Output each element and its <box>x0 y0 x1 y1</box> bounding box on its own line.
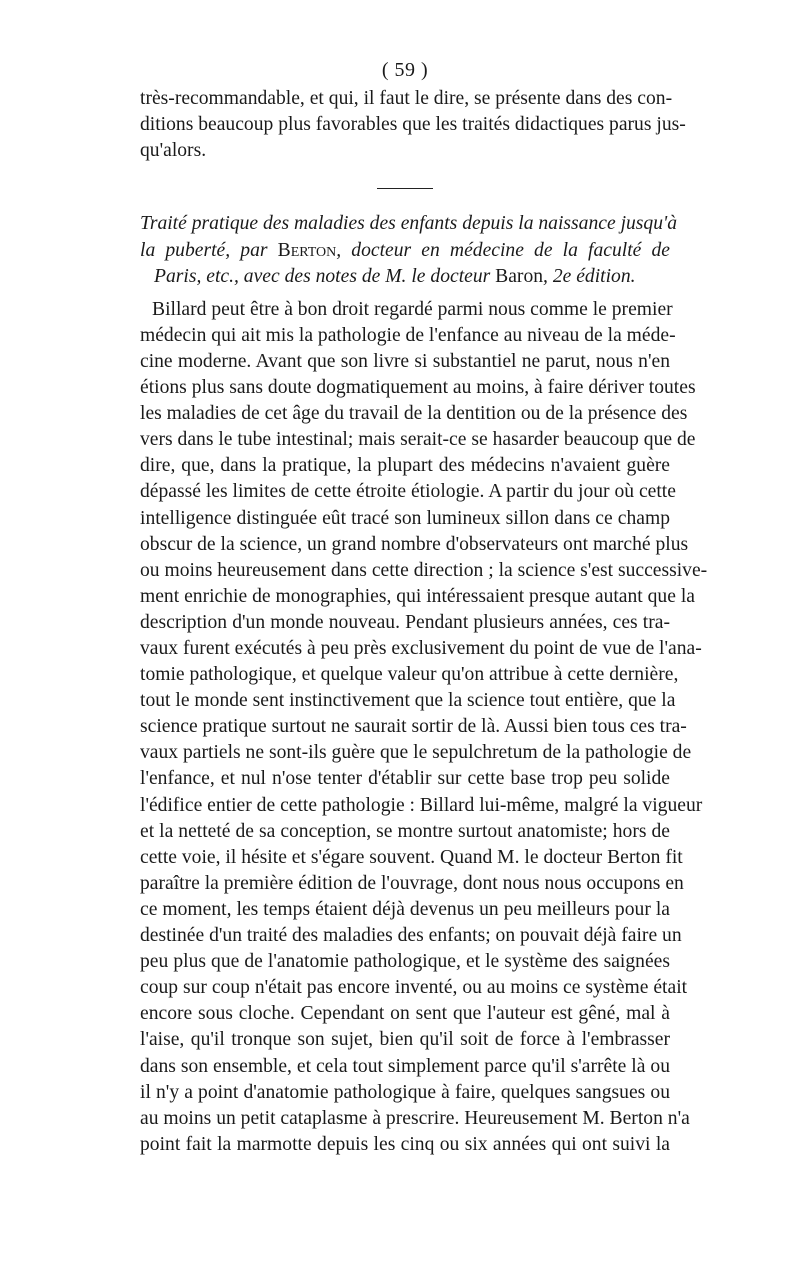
text-line: destinée d'un traité des maladies des enfants; on pouvait déjà faire un <box>140 925 682 947</box>
text-line: vers dans le tube intestinal; mais serait-ce se hasarder beaucoup que de <box>140 429 696 451</box>
heading-text: , docteur en médecine de la faculté de <box>336 239 670 261</box>
text-line: description d'un monde nouveau. Pendant plusieurs années, ces tra- <box>140 611 670 633</box>
text-line: intelligence distinguée eût tracé son lumineux sillon dans ce champ <box>140 507 670 529</box>
author-name: Berton <box>277 239 337 261</box>
text-line: tomie pathologique, et quelque valeur qu'on attribue à cette dernière, <box>140 664 679 686</box>
body-paragraph <box>140 297 708 1158</box>
heading-line-2 <box>140 238 670 265</box>
text-line: étions plus sans doute dogmatiquement au moins, à faire dériver toutes <box>140 377 696 399</box>
text-line: tout le monde sent instinctivement que la science tout entière, que la <box>140 690 676 712</box>
text-line: peu plus que de l'anatomie pathologique, et le système des saignées <box>140 951 670 973</box>
text-line: ment enrichie de monographies, qui intéressaient presque autant que la <box>140 585 695 607</box>
text-line: dire, que, dans la pratique, la plupart des médecins n'avaient guère <box>140 455 670 477</box>
text-line: cine moderne. Avant que son livre si substantiel ne parut, nous n'en <box>140 350 670 372</box>
heading-text: la puberté, par <box>140 239 278 261</box>
text-line: obscur de la science, un grand nombre d'observateurs ont marché plus <box>140 533 689 555</box>
text-line: ou moins heureusement dans cette direction ; la science s'est successive- <box>140 559 708 581</box>
text-line: très-recommandable, et qui, il faut le dire, se présente dans des con- <box>140 88 673 109</box>
text-line: Billard peut être à bon droit regardé parmi nous comme le premier <box>152 298 673 320</box>
heading-line-1: Traité pratique des maladies des enfants depuis la naissance jusqu'à <box>140 213 678 235</box>
page-number: ( 59 ) <box>381 59 429 81</box>
text-line: ditions beaucoup plus favorables que les traités didactiques parus jus- <box>140 114 686 136</box>
text-line: dépassé les limites de cette étroite étiologie. A partir du jour où cette <box>140 481 676 503</box>
review-heading <box>140 211 678 291</box>
document-page <box>140 56 708 1158</box>
heading-text: Paris, etc., avec des notes de M. le docteur <box>154 266 496 288</box>
heading-text: , 2e édition. <box>543 266 636 288</box>
annotator-name: Baron <box>495 266 544 288</box>
text-line: l'aise, qu'il tronque son sujet, bien qu'il soit de force à l'embrasser <box>140 1029 670 1051</box>
section-divider <box>377 188 433 189</box>
continuation-paragraph <box>140 86 686 164</box>
text-line: dans son ensemble, et cela tout simplement parce qu'il s'arrête là ou <box>140 1055 670 1077</box>
text-line: et la netteté de sa conception, se montre surtout anatomiste; hors de <box>140 820 670 842</box>
text-line: vaux partiels ne sont-ils guère que le sepulchretum de la pathologie de <box>140 742 692 764</box>
text-line: encore sous cloche. Cependant on sent que l'auteur est gêné, mal à <box>140 1003 670 1025</box>
text-line: médecin qui ait mis la pathologie de l'enfance au niveau de la méde- <box>140 324 676 346</box>
text-line: science pratique surtout ne saurait sortir de là. Aussi bien tous ces tra- <box>140 716 687 738</box>
text-line: cette voie, il hésite et s'égare souvent. Quand M. le docteur Berton fit <box>140 846 683 868</box>
text-line: l'enfance, et nul n'ose tenter d'établir sur cette base trop peu solide <box>140 768 670 790</box>
text-line: au moins un petit cataplasme à prescrire. Heureusement M. Berton n'a <box>140 1107 690 1129</box>
text-line: paraître la première édition de l'ouvrage, dont nous nous occupons en <box>140 872 684 894</box>
heading-line-3 <box>140 264 670 291</box>
text-line: l'édifice entier de cette pathologie : Billard lui-même, malgré la vigueur <box>140 794 703 816</box>
text-line: vaux furent exécutés à peu près exclusivement du point de vue de l'ana- <box>140 638 702 659</box>
text-line: il n'y a point d'anatomie pathologique à faire, quelques sangsues ou <box>140 1081 670 1103</box>
text-line: coup sur coup n'était pas encore inventé, ou au moins ce système était <box>140 977 688 999</box>
text-line: les maladies de cet âge du travail de la dentition ou de la présence des <box>140 403 688 425</box>
text-line: qu'alors. <box>140 140 207 162</box>
text-line: ce moment, les temps étaient déjà devenus un peu meilleurs pour la <box>140 898 670 920</box>
text-line: point fait la marmotte depuis les cinq ou six années qui ont suivi la <box>140 1133 670 1155</box>
